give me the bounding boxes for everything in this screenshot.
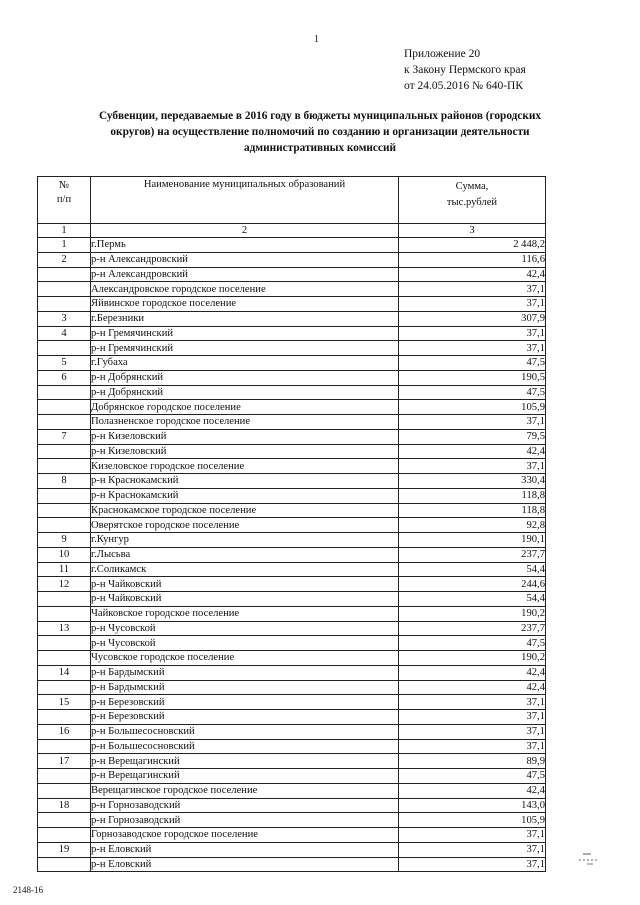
municipality-name: Яйвинское городское поселение bbox=[91, 297, 399, 312]
row-number: 13 bbox=[38, 621, 91, 636]
table-row bbox=[38, 518, 546, 533]
municipality-name: г.Соликамск bbox=[91, 562, 399, 577]
row-number: 16 bbox=[38, 724, 91, 739]
subsidy-amount: 37,1 bbox=[399, 282, 546, 297]
subsidy-table bbox=[37, 176, 546, 872]
table-row bbox=[38, 385, 546, 400]
subsidy-amount: 37,1 bbox=[399, 459, 546, 474]
municipality-name: р-н Александровский bbox=[91, 252, 399, 267]
row-number bbox=[38, 297, 91, 312]
table-header-row bbox=[38, 177, 546, 224]
table-row bbox=[38, 341, 546, 356]
table-row bbox=[38, 636, 546, 651]
subsidy-amount: 244,6 bbox=[399, 577, 546, 592]
row-number bbox=[38, 710, 91, 725]
municipality-name: Александровское городское поселение bbox=[91, 282, 399, 297]
table-row bbox=[38, 282, 546, 297]
title-line: административных комиссий bbox=[244, 142, 396, 154]
table-row bbox=[38, 592, 546, 607]
table-row bbox=[38, 769, 546, 784]
table-row bbox=[38, 356, 546, 371]
municipality-name: р-н Горнозаводский bbox=[91, 798, 399, 813]
municipality-name: р-н Березовский bbox=[91, 695, 399, 710]
table-row bbox=[38, 400, 546, 415]
table-row bbox=[38, 429, 546, 444]
subsidy-amount: 37,1 bbox=[399, 415, 546, 430]
subsidy-amount: 37,1 bbox=[399, 842, 546, 857]
table-row bbox=[38, 842, 546, 857]
row-number: 7 bbox=[38, 429, 91, 444]
subsidy-amount: 54,4 bbox=[399, 592, 546, 607]
scan-mark bbox=[575, 848, 601, 872]
row-number: 15 bbox=[38, 695, 91, 710]
subsidy-amount: 190,1 bbox=[399, 533, 546, 548]
subsidy-amount: 47,5 bbox=[399, 636, 546, 651]
header-sum bbox=[399, 177, 546, 224]
table-row bbox=[38, 252, 546, 267]
subsidy-amount: 37,1 bbox=[399, 828, 546, 843]
municipality-name: р-н Гремячинский bbox=[91, 326, 399, 341]
row-number bbox=[38, 518, 91, 533]
municipality-name: Чусовское городское поселение bbox=[91, 651, 399, 666]
subsidy-amount: 116,6 bbox=[399, 252, 546, 267]
row-number: 1 bbox=[38, 238, 91, 253]
municipality-name: р-н Чусовской bbox=[91, 636, 399, 651]
annex-header bbox=[404, 46, 526, 94]
table-row bbox=[38, 754, 546, 769]
table-row bbox=[38, 297, 546, 312]
document-code: 2148-16 bbox=[13, 885, 43, 895]
table-row bbox=[38, 783, 546, 798]
row-number: 18 bbox=[38, 798, 91, 813]
row-number bbox=[38, 385, 91, 400]
subsidy-amount: 118,8 bbox=[399, 503, 546, 518]
annex-line: от 24.05.2016 № 640-ПК bbox=[404, 80, 524, 92]
subsidy-amount: 37,1 bbox=[399, 341, 546, 356]
row-number bbox=[38, 267, 91, 282]
row-number: 17 bbox=[38, 754, 91, 769]
municipality-name: Чайковское городское поселение bbox=[91, 606, 399, 621]
row-number: 4 bbox=[38, 326, 91, 341]
subsidy-amount: 42,4 bbox=[399, 783, 546, 798]
table-row bbox=[38, 695, 546, 710]
municipality-name: р-н Чусовской bbox=[91, 621, 399, 636]
row-number bbox=[38, 415, 91, 430]
table-row bbox=[38, 606, 546, 621]
row-number: 6 bbox=[38, 370, 91, 385]
header-number-line: № bbox=[58, 180, 70, 191]
row-number bbox=[38, 636, 91, 651]
row-number bbox=[38, 444, 91, 459]
subsidy-amount: 37,1 bbox=[399, 724, 546, 739]
subsidy-amount: 37,1 bbox=[399, 739, 546, 754]
subsidy-amount: 37,1 bbox=[399, 297, 546, 312]
row-number bbox=[38, 459, 91, 474]
row-number: 19 bbox=[38, 842, 91, 857]
municipality-name: р-н Бардымский bbox=[91, 665, 399, 680]
municipality-name: р-н Гремячинский bbox=[91, 341, 399, 356]
subsidy-amount: 92,8 bbox=[399, 518, 546, 533]
municipality-name: г.Лысьва bbox=[91, 547, 399, 562]
row-number bbox=[38, 606, 91, 621]
row-number: 9 bbox=[38, 533, 91, 548]
subsidy-amount: 42,4 bbox=[399, 665, 546, 680]
page-number: 1 bbox=[314, 34, 319, 45]
subsidy-amount: 2 448,2 bbox=[399, 238, 546, 253]
row-number bbox=[38, 680, 91, 695]
subsidy-amount: 47,5 bbox=[399, 356, 546, 371]
municipality-name: Полазненское городское поселение bbox=[91, 415, 399, 430]
municipality-name: р-н Кизеловский bbox=[91, 444, 399, 459]
row-number: 11 bbox=[38, 562, 91, 577]
column-number: 1 bbox=[38, 224, 91, 238]
subsidy-amount: 237,7 bbox=[399, 547, 546, 562]
table-row bbox=[38, 710, 546, 725]
header-number-line: п/п bbox=[56, 194, 72, 205]
table-row bbox=[38, 577, 546, 592]
subsidy-amount: 54,4 bbox=[399, 562, 546, 577]
table-row bbox=[38, 311, 546, 326]
column-number-row bbox=[38, 224, 546, 238]
row-number bbox=[38, 651, 91, 666]
subsidy-amount: 105,9 bbox=[399, 813, 546, 828]
subsidy-amount: 89,9 bbox=[399, 754, 546, 769]
table-row bbox=[38, 621, 546, 636]
subsidy-amount: 330,4 bbox=[399, 474, 546, 489]
table-row bbox=[38, 474, 546, 489]
municipality-name: р-н Краснокамский bbox=[91, 488, 399, 503]
table-row bbox=[38, 828, 546, 843]
subsidy-amount: 37,1 bbox=[399, 695, 546, 710]
municipality-name: Оверятское городское поселение bbox=[91, 518, 399, 533]
table-row bbox=[38, 370, 546, 385]
municipality-name: р-н Александровский bbox=[91, 267, 399, 282]
subsidy-amount: 307,9 bbox=[399, 311, 546, 326]
municipality-name: р-н Краснокамский bbox=[91, 474, 399, 489]
row-number: 10 bbox=[38, 547, 91, 562]
table-row bbox=[38, 459, 546, 474]
municipality-name: г.Кунгур bbox=[91, 533, 399, 548]
header-number bbox=[38, 177, 91, 224]
table-row bbox=[38, 415, 546, 430]
subsidy-amount: 105,9 bbox=[399, 400, 546, 415]
subsidy-amount: 118,8 bbox=[399, 488, 546, 503]
subsidy-amount: 42,4 bbox=[399, 267, 546, 282]
row-number: 5 bbox=[38, 356, 91, 371]
municipality-name: р-н Добрянский bbox=[91, 385, 399, 400]
row-number: 2 bbox=[38, 252, 91, 267]
municipality-name: р-н Добрянский bbox=[91, 370, 399, 385]
table-row bbox=[38, 533, 546, 548]
row-number bbox=[38, 857, 91, 872]
municipality-name: г.Березники bbox=[91, 311, 399, 326]
row-number bbox=[38, 400, 91, 415]
municipality-name: р-н Чайковский bbox=[91, 592, 399, 607]
municipality-name: Добрянское городское поселение bbox=[91, 400, 399, 415]
municipality-name: р-н Большесосновский bbox=[91, 739, 399, 754]
row-number bbox=[38, 282, 91, 297]
subsidy-amount: 190,5 bbox=[399, 370, 546, 385]
annex-line: к Закону Пермского края bbox=[404, 64, 526, 76]
table-row bbox=[38, 444, 546, 459]
header-name: Наименование муниципальных образований bbox=[91, 177, 399, 224]
municipality-name: Горнозаводское городское поселение bbox=[91, 828, 399, 843]
row-number bbox=[38, 503, 91, 518]
table-row bbox=[38, 238, 546, 253]
row-number bbox=[38, 828, 91, 843]
subsidy-amount: 143,0 bbox=[399, 798, 546, 813]
municipality-name: Краснокамское городское поселение bbox=[91, 503, 399, 518]
table-row bbox=[38, 503, 546, 518]
table-row bbox=[38, 813, 546, 828]
table-row bbox=[38, 651, 546, 666]
row-number bbox=[38, 783, 91, 798]
table-row bbox=[38, 680, 546, 695]
annex-line: Приложение 20 bbox=[404, 48, 481, 60]
subsidy-amount: 37,1 bbox=[399, 326, 546, 341]
municipality-name: Кизеловское городское поселение bbox=[91, 459, 399, 474]
municipality-name: р-н Верещагинский bbox=[91, 754, 399, 769]
subsidy-amount: 42,4 bbox=[399, 444, 546, 459]
row-number bbox=[38, 813, 91, 828]
column-number: 2 bbox=[91, 224, 399, 238]
subsidy-amount: 47,5 bbox=[399, 385, 546, 400]
table-row bbox=[38, 724, 546, 739]
title-line: округов) на осуществление полномочий по созданию и организации деятельности bbox=[110, 126, 530, 138]
table-row bbox=[38, 326, 546, 341]
row-number bbox=[38, 739, 91, 754]
municipality-name: р-н Горнозаводский bbox=[91, 813, 399, 828]
municipality-name: р-н Еловский bbox=[91, 842, 399, 857]
municipality-name: р-н Чайковский bbox=[91, 577, 399, 592]
table-row bbox=[38, 798, 546, 813]
row-number: 12 bbox=[38, 577, 91, 592]
header-sum-line: тыс.рублей bbox=[446, 197, 498, 208]
municipality-name: р-н Бардымский bbox=[91, 680, 399, 695]
row-number bbox=[38, 769, 91, 784]
title-line: Субвенции, передаваемые в 2016 году в бюджеты муниципальных районов (городских bbox=[98, 110, 542, 122]
subsidy-amount: 190,2 bbox=[399, 606, 546, 621]
subsidy-amount: 190,2 bbox=[399, 651, 546, 666]
municipality-name: р-н Березовский bbox=[91, 710, 399, 725]
row-number bbox=[38, 488, 91, 503]
table-row bbox=[38, 267, 546, 282]
column-number: 3 bbox=[399, 224, 546, 238]
municipality-name: р-н Кизеловский bbox=[91, 429, 399, 444]
subsidy-amount: 42,4 bbox=[399, 680, 546, 695]
municipality-name: р-н Верещагинский bbox=[91, 769, 399, 784]
municipality-name: Верещагинское городское поселение bbox=[91, 783, 399, 798]
header-sum-line: Сумма, bbox=[455, 181, 489, 192]
subsidy-amount: 47,5 bbox=[399, 769, 546, 784]
row-number bbox=[38, 341, 91, 356]
municipality-name: р-н Большесосновский bbox=[91, 724, 399, 739]
subsidy-amount: 37,1 bbox=[399, 857, 546, 872]
table-row bbox=[38, 562, 546, 577]
row-number bbox=[38, 592, 91, 607]
subsidy-amount: 79,5 bbox=[399, 429, 546, 444]
table-row bbox=[38, 857, 546, 872]
subsidy-amount: 37,1 bbox=[399, 710, 546, 725]
table-row bbox=[38, 488, 546, 503]
row-number: 3 bbox=[38, 311, 91, 326]
row-number: 14 bbox=[38, 665, 91, 680]
row-number: 8 bbox=[38, 474, 91, 489]
document-title bbox=[40, 108, 600, 156]
municipality-name: г.Пермь bbox=[91, 238, 399, 253]
municipality-name: р-н Еловский bbox=[91, 857, 399, 872]
table-row bbox=[38, 739, 546, 754]
municipality-name: г.Губаха bbox=[91, 356, 399, 371]
table-row bbox=[38, 547, 546, 562]
subsidy-amount: 237,7 bbox=[399, 621, 546, 636]
table-row bbox=[38, 665, 546, 680]
